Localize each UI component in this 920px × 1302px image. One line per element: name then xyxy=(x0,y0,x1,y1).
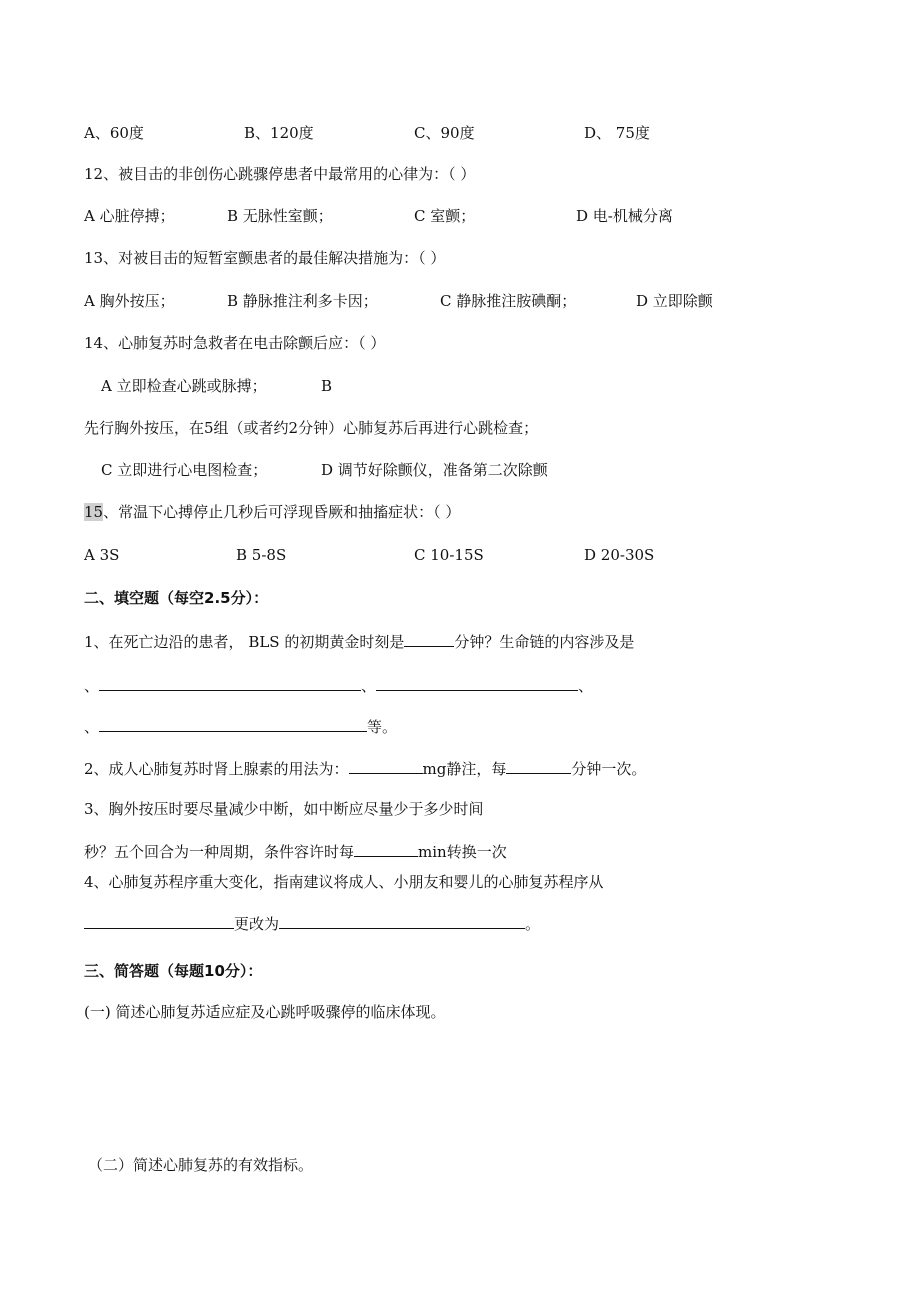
q13-stem: 13、对被目击的短暂室颤患者的最佳解决措施为：（ ） xyxy=(84,249,446,267)
fill-4-blank-to[interactable] xyxy=(279,913,525,929)
fill-sep: 、 xyxy=(361,677,377,695)
fill-2-line xyxy=(84,758,646,779)
section2-title: 二、填空题（每空2.5分）： xyxy=(84,589,269,607)
fill-3-line-1: 3、胸外按压时要尽量减少中断，如中断应尽量少于多少时间 xyxy=(84,800,484,818)
short-answer-2: （二）简述心肺复苏的有效指标。 xyxy=(88,1156,314,1174)
q11-option-b: B、120度 xyxy=(244,124,314,142)
q14-option-d: D 调节好除颤仪，准备第二次除颤 xyxy=(321,461,548,479)
q13-option-c: C 静脉推注胺碘酮； xyxy=(440,292,577,310)
q11-option-d: D、 75度 xyxy=(584,124,650,142)
fill-3-blank-switch[interactable] xyxy=(354,841,418,857)
q14-option-a: A 立即检查心跳或脉搏； xyxy=(101,377,267,395)
q13-option-b: B 静脉推注利多卡因； xyxy=(227,292,378,310)
fill-4-line-1: 4、心肺复苏程序重大变化，指南建议将成人、小朋友和婴儿的心肺复苏程序从 xyxy=(84,873,604,891)
q15-option-c: C 10-15S xyxy=(414,546,484,564)
q14-option-b-text: 先行胸外按压，在5组（或者约2分钟）心肺复苏后再进行心跳检查； xyxy=(84,419,539,437)
q15-option-d: D 20-30S xyxy=(584,546,655,564)
q11-option-a: A、60度 xyxy=(84,124,144,142)
fill-2-text-b: mg静注，每 xyxy=(422,760,507,778)
fill-3-line-2 xyxy=(84,841,507,862)
fill-2-text-a: 2、成人心肺复苏时肾上腺素的用法为： xyxy=(84,760,349,778)
fill-1-blank-chain-2[interactable] xyxy=(376,675,578,691)
q15-option-b: B 5-8S xyxy=(236,546,287,564)
q13-option-d: D 立即除颤 xyxy=(636,292,713,310)
fill-1-blank-chain-1[interactable] xyxy=(99,675,361,691)
q14-stem: 14、心肺复苏时急救者在电击除颤后应：（ ） xyxy=(84,334,386,352)
q15-stem xyxy=(84,502,460,522)
fill-1-chain-line-2 xyxy=(84,716,397,737)
q12-stem: 12、被目击的非创伤心跳骤停患者中最常用的心律为：（ ） xyxy=(84,165,476,183)
q12-option-d: D 电-机械分离 xyxy=(576,207,673,225)
q15-option-a: A 3S xyxy=(84,546,120,564)
fill-2-text-c: 分钟一次。 xyxy=(571,760,647,778)
fill-1-line xyxy=(84,631,634,652)
q12-option-b: B 无脉性室颤； xyxy=(227,207,333,225)
q12-option-a: A 心脏停搏； xyxy=(84,207,175,225)
fill-1-blank-chain-3[interactable] xyxy=(99,716,367,732)
fill-1-chain-line-1 xyxy=(84,675,593,696)
q14-option-c: C 立即进行心电图检查； xyxy=(101,461,268,479)
fill-1-text-b: 分钟？生命链的内容涉及是 xyxy=(454,633,635,651)
q14-option-b-prefix: B xyxy=(321,377,333,395)
q12-option-c: C 室颤； xyxy=(414,207,476,225)
fill-1-text-a: 1、在死亡边沿的患者， BLS 的初期黄金时刻是 xyxy=(84,633,405,651)
q11-option-c: C、90度 xyxy=(414,124,475,142)
fill-1-blank-minutes[interactable] xyxy=(404,631,454,647)
fill-2-blank-dose[interactable] xyxy=(349,758,423,774)
q13-option-a: A 胸外按压； xyxy=(84,292,175,310)
fill-sep: 、 xyxy=(578,677,594,695)
fill-sep: 、 xyxy=(84,677,100,695)
fill-3-text-c: min转换一次 xyxy=(418,843,507,861)
section3-title: 三、简答题（每题10分）： xyxy=(84,962,263,980)
fill-sep: 、 xyxy=(84,718,100,736)
fill-2-blank-interval[interactable] xyxy=(506,758,571,774)
fill-1-end: 等。 xyxy=(367,718,398,736)
q15-number: 15 xyxy=(84,503,104,521)
q15-stem-text: 、常温下心搏停止几秒后可浮现昏厥和抽搐症状：（ ） xyxy=(103,503,461,521)
short-answer-1: (一) 简述心肺复苏适应症及心跳呼吸骤停的临床体现。 xyxy=(84,1003,446,1021)
fill-4-text-b: 更改为 xyxy=(234,915,280,933)
fill-3-text-b: 秒？五个回合为一种周期，条件容许时每 xyxy=(84,843,355,861)
fill-4-blank-from[interactable] xyxy=(84,913,234,929)
fill-4-line-2 xyxy=(84,913,540,934)
fill-4-end: 。 xyxy=(525,915,541,933)
